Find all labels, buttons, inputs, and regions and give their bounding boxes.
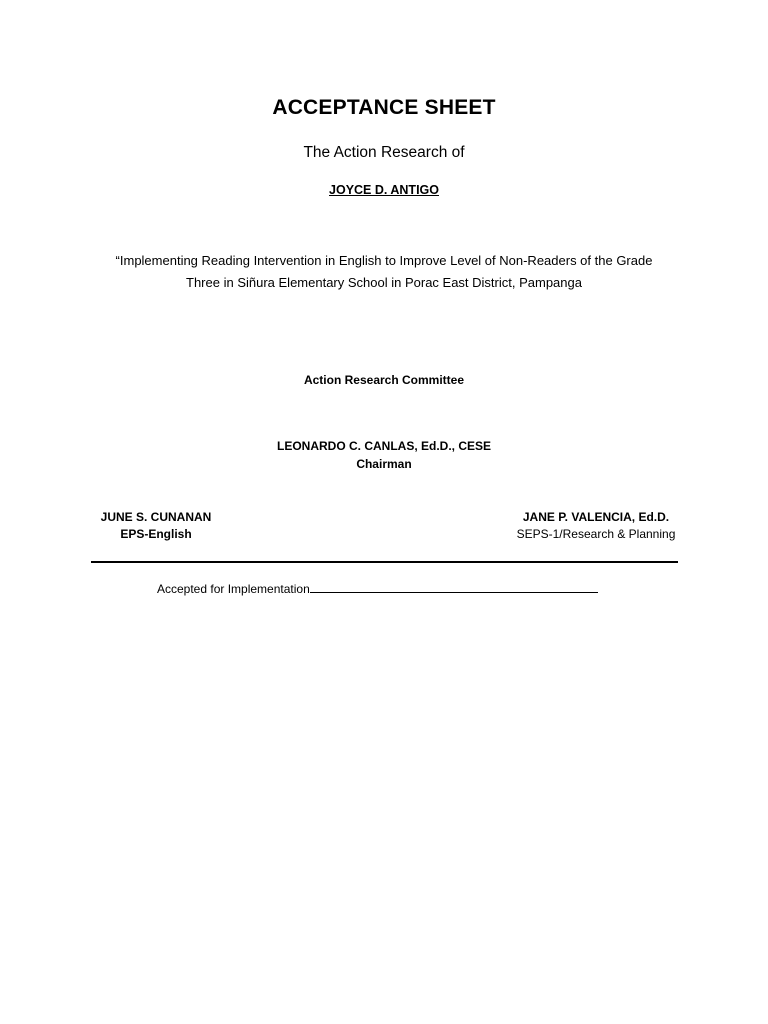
committee-member-left: [96, 509, 216, 543]
signature-blank-line: [310, 581, 598, 593]
chairman-role: Chairman: [356, 457, 412, 471]
committee-member-right: [508, 509, 684, 543]
acceptance-label: Accepted for Implementation: [157, 582, 310, 596]
research-title: [60, 250, 708, 294]
horizontal-divider: [91, 561, 678, 563]
member-role: SEPS-1/Research & Planning: [516, 527, 676, 541]
research-title-line-1: “Implementing Reading Intervention in English to Improve Level of Non-Readers of the Grade: [115, 253, 653, 268]
member-role: EPS-English: [120, 527, 192, 541]
member-name: JUNE S. CUNANAN: [100, 510, 212, 524]
acceptance-line: [157, 581, 598, 596]
committee-heading: Action Research Committee: [303, 373, 465, 387]
subtitle: The Action Research of: [303, 144, 465, 161]
page-title: ACCEPTANCE SHEET: [272, 96, 496, 119]
research-title-line-2: Three in Siñura Elementary School in Porac East District, Pampanga: [186, 275, 582, 290]
member-name: JANE P. VALENCIA, Ed.D.: [522, 510, 670, 524]
chairman-name: LEONARDO C. CANLAS, Ed.D., CESE: [276, 439, 491, 453]
author-name: JOYCE D. ANTIGO: [329, 183, 439, 197]
